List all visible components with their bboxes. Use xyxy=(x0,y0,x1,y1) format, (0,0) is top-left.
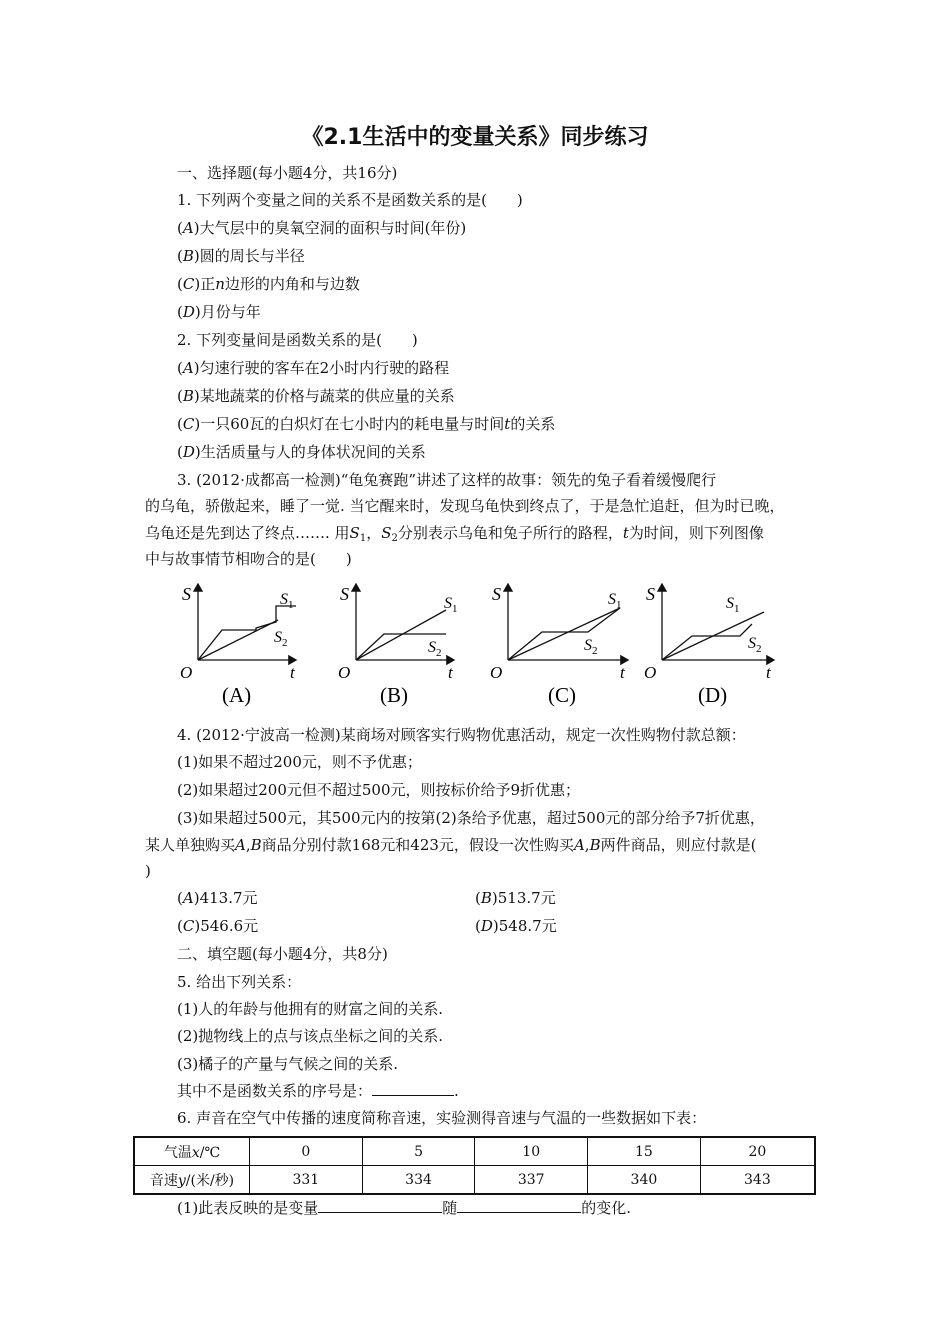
q4-condition-2: (2)如果超过200元但不超过500元，则按标价给予9折优惠； xyxy=(177,781,581,799)
q3-line-4: 中与故事情节相吻合的是( ) xyxy=(145,550,352,568)
table-cell: 0 xyxy=(250,1137,363,1166)
graph-b-s2-label: $S_2$ xyxy=(428,639,442,659)
q4-option-d: (D)548.7元 xyxy=(475,917,557,935)
q2-option-d: (D)生活质量与人的身体状况间的关系 xyxy=(177,443,426,461)
table-cell: 340 xyxy=(588,1166,701,1195)
graph-a-origin: O xyxy=(180,663,193,682)
graph-b-s1-label: $S_1$ xyxy=(444,595,458,615)
q4-option-a: (A)413.7元 xyxy=(177,889,258,907)
table-cell: 337 xyxy=(475,1166,588,1195)
q4-condition-3: (3)如果超过500元，其500元内的按第(2)条给予优惠，超过500元的部分给予7折优惠， xyxy=(177,809,765,827)
q3-line-2: 的乌龟，骄傲起来，睡了一觉. 当它醒来时，发现乌龟快到终点了，于是急忙追赶，但为时已晚， xyxy=(145,497,785,515)
graph-b-s-axis-label: S xyxy=(340,584,349,604)
q5-item-2: (2)抛物线上的点与该点坐标之间的关系. xyxy=(177,1027,444,1045)
q1-stem: 1. 下列两个变量之间的关系不是函数关系的是( ) xyxy=(177,191,523,209)
q2-option-a: (A)匀速行驶的客车在2小时内行驶的路程 xyxy=(177,359,450,377)
q3-line-1: 3. (2012·成都高一检测)“龟兔赛跑”讲述了这样的故事：领先的兔子看着缓慢爬行 xyxy=(177,471,717,489)
graph-d-caption: (D) xyxy=(698,683,728,707)
graph-a-t-axis-label: t xyxy=(290,663,295,682)
q5-item-3: (3)橘子的产量与气候之间的关系. xyxy=(177,1055,399,1073)
q5-answer-line: 其中不是函数关系的序号是： . xyxy=(177,1082,459,1100)
row-label-sound-speed: 音速y/(米/秒) xyxy=(134,1166,250,1195)
graph-b xyxy=(338,584,458,707)
q3-graph-options xyxy=(168,578,788,714)
q6-blank-2[interactable] xyxy=(457,1198,581,1213)
q5-answer-blank[interactable] xyxy=(372,1081,454,1096)
page-title: 《2.1生活中的变量关系》同步练习 xyxy=(301,125,649,150)
q1-option-a: (A)大气层中的臭氧空洞的面积与时间(年份) xyxy=(177,219,467,237)
graph-a-s1-label: $S_1$ xyxy=(280,591,294,611)
table-cell: 15 xyxy=(588,1137,701,1166)
graph-a xyxy=(180,584,296,707)
q4-condition-1: (1)如果不超过200元，则不予优惠； xyxy=(177,753,422,771)
graph-c-t-axis-label: t xyxy=(620,663,625,682)
table-cell: 5 xyxy=(362,1137,475,1166)
q3-line-3: 乌龟还是先到达了终点……. 用$S_1$，$S_2$分别表示乌龟和兔子所行的路程，t为时间，则下列图像 xyxy=(145,524,764,544)
q4-line-5: 某人单独购买A,B商品分别付款168元和423元，假设一次性购买A,B两件商品，则应付款是( xyxy=(145,836,757,854)
q1-option-d: (D)月份与年 xyxy=(177,303,261,321)
graph-c-origin: O xyxy=(490,663,503,682)
q5-stem: 5. 给出下列关系： xyxy=(177,973,302,991)
graph-c xyxy=(490,584,628,707)
q6-sub-question-1: (1)此表反映的是变量 随 的变化. xyxy=(177,1199,632,1217)
graph-b-caption: (B) xyxy=(380,683,408,707)
table-cell: 343 xyxy=(700,1166,815,1195)
graph-b-origin: O xyxy=(338,663,351,682)
q4-line-6: ) xyxy=(145,862,151,880)
graph-c-s2-label: $S_2$ xyxy=(584,637,598,657)
graph-b-t-axis-label: t xyxy=(448,663,453,682)
graph-a-caption: (A) xyxy=(222,683,252,707)
q6-data-table xyxy=(133,1136,816,1195)
graph-c-caption: (C) xyxy=(548,683,576,707)
graph-d-s1-label: $S_1$ xyxy=(726,595,740,615)
graph-d-s2-label: $S_2$ xyxy=(748,635,762,655)
graph-a-s2-label: $S_2$ xyxy=(274,629,288,649)
section-choice-heading: 一、选择题(每小题4分，共16分) xyxy=(177,164,398,182)
q1-option-b: (B)圆的周长与半径 xyxy=(177,247,305,265)
q5-item-1: (1)人的年龄与他拥有的财富之间的关系. xyxy=(177,1000,444,1018)
q4-stem: 4. (2012·宁波高一检测)某商场对顾客实行购物优惠活动，规定一次性购物付款总额： xyxy=(177,726,746,744)
graph-a-s-axis-label: S xyxy=(182,584,191,604)
graph-d-s-axis-label: S xyxy=(646,584,655,604)
q2-option-c: (C)一只60瓦的白炽灯在七小时内的耗电量与时间t的关系 xyxy=(177,415,556,433)
graph-c-s1-label: $S_1$ xyxy=(608,591,622,611)
section-fill-heading: 二、填空题(每小题4分，共8分) xyxy=(177,945,388,963)
row-label-temperature: 气温x/℃ xyxy=(134,1137,250,1166)
table-cell: 334 xyxy=(362,1166,475,1195)
graph-d-t-axis-label: t xyxy=(766,663,771,682)
table-cell: 10 xyxy=(475,1137,588,1166)
q2-stem: 2. 下列变量间是函数关系的是( ) xyxy=(177,331,418,349)
graph-c-s-axis-label: S xyxy=(492,584,501,604)
q2-option-b: (B)某地蔬菜的价格与蔬菜的供应量的关系 xyxy=(177,387,455,405)
graph-d-origin: O xyxy=(644,663,657,682)
table-row xyxy=(134,1137,815,1166)
table-row xyxy=(134,1166,815,1195)
graph-d xyxy=(644,584,774,707)
q6-blank-1[interactable] xyxy=(318,1198,442,1213)
table-cell: 20 xyxy=(700,1137,815,1166)
table-cell: 331 xyxy=(250,1166,363,1195)
q6-stem: 6. 声音在空气中传播的速度简称音速，实验测得音速与气温的一些数据如下表： xyxy=(177,1109,707,1127)
q4-option-b: (B)513.7元 xyxy=(475,889,556,907)
q1-option-c: (C)正n边形的内角和与边数 xyxy=(177,275,360,293)
q4-option-c: (C)546.6元 xyxy=(177,917,259,935)
